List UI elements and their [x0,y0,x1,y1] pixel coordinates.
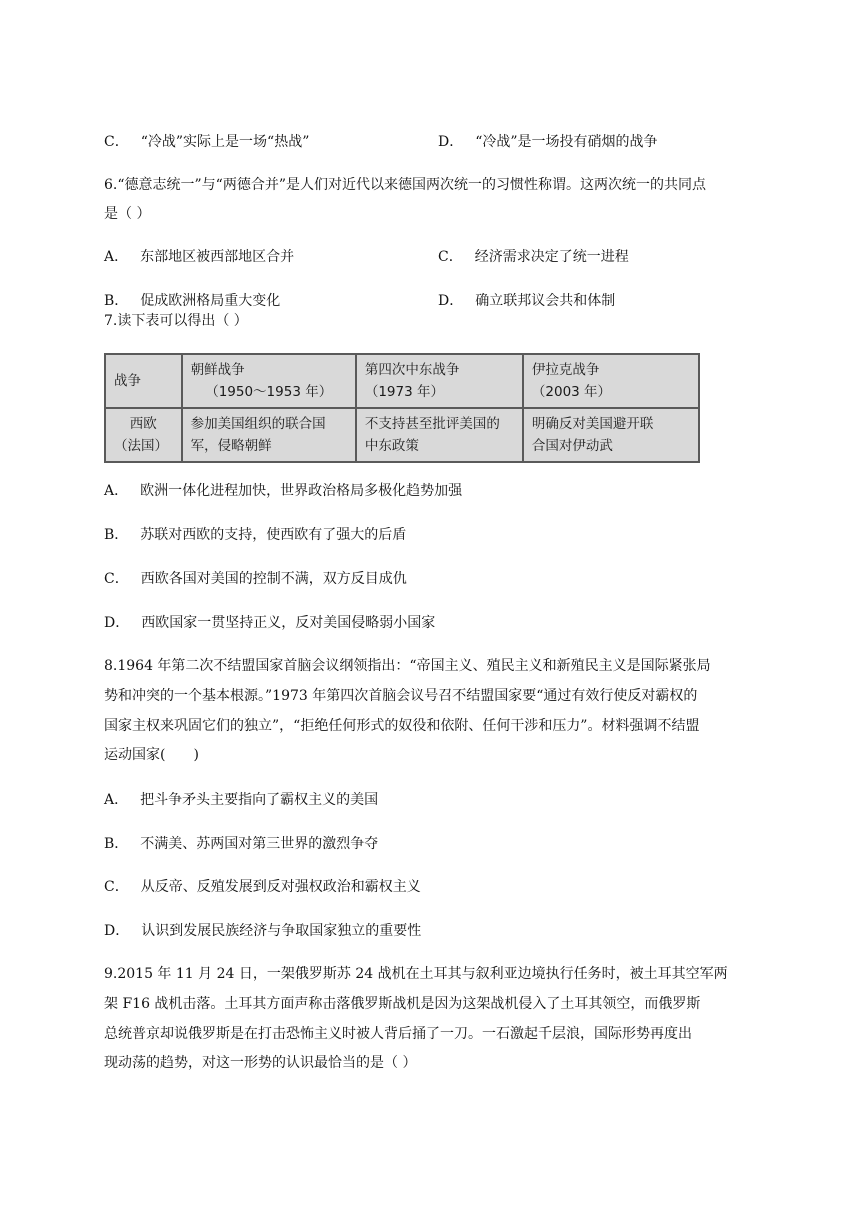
q8-option-a: A． 把斗争矛头主要指向了霸权主义的美国 [104,792,379,808]
q7-option-a: A． 欧洲一体化进程加快，世界政治格局多极化趋势加强 [104,483,463,499]
q8-option-c: C． 从反帝、反殖发展到反对强权政治和霸权主义 [104,879,421,895]
table-header-cell: 第四次中东战争 （1973 年） [356,354,523,408]
q8-stem-line3: 国家主权来巩固它们的独立”，“拒绝任何形式的奴役和依附、任何干涉和压力”。材料强调不结盟 [104,718,700,734]
q6-option-b: B． 促成欧洲格局重大变化 [104,293,281,309]
table-row [105,408,699,462]
q8-option-b: B． 不满美、苏两国对第三世界的激烈争夺 [104,836,379,852]
q9-stem-line4: 现动荡的趋势，对这一形势的认识最恰当的是（ ） [104,1055,417,1071]
q9-stem-line2: 架 F16 战机击落。土耳其方面声称击落俄罗斯战机是因为这架战机侵入了土耳其领空，而俄罗斯 [104,996,701,1012]
q6-option-d: D． 确立联邦议会共和体制 [438,293,616,309]
table-header-cell: 战争 [105,354,182,408]
q6-stem-line2: 是（ ） [104,206,151,222]
q6-option-c: C． 经济需求决定了统一进程 [438,249,629,265]
q7-option-d: D． 西欧国家一贯坚持正义，反对美国侵略弱小国家 [104,615,436,631]
q7-stem: 7.读下表可以得出（ ） [104,313,248,329]
q8-option-d: D． 认识到发展民族经济与争取国家独立的重要性 [104,923,422,939]
q9-stem-line1: 9.2015 年 11 月 24 日，一架俄罗斯苏 24 战机在土耳其与叙利亚边境执行任务时，被土耳其空军两 [104,966,728,982]
q7-table [104,353,700,463]
table-cell: 不支持甚至批评美国的 中东政策 [356,408,523,462]
q8-stem-line2: 势和冲突的一个基本根源。”1973 年第四次首脑会议号召不结盟国家要“通过有效行使反对霸权的 [104,688,698,704]
q5-option-c: C． “冷战”实际上是一场“热战” [104,134,310,150]
q6-option-a: A． 东部地区被西部地区合并 [104,249,295,265]
table-cell: 明确反对美国避开联 合国对伊动武 [523,408,699,462]
q8-stem-line4: 运动国家( ) [104,747,199,763]
q7-option-b: B． 苏联对西欧的支持，使西欧有了强大的后盾 [104,527,407,543]
table-header-cell: 朝鲜战争 （1950～1953 年） [182,354,356,408]
q5-option-d: D． “冷战”是一场投有硝烟的战争 [438,134,658,150]
table-row [105,354,699,408]
table-cell: 参加美国组织的联合国 军，侵略朝鲜 [182,408,356,462]
table-row-label: 西欧 （法国） [105,408,182,462]
q9-stem-line3: 总统普京却说俄罗斯是在打击恐怖主义时被人背后捅了一刀。一石激起千层浪，国际形势再度出 [104,1026,692,1042]
q8-stem-line1: 8.1964 年第二次不结盟国家首脑会议纲领指出：“帝国主义、殖民主义和新殖民主义是国际紧张局 [104,658,711,674]
table-header-cell: 伊拉克战争 （2003 年） [523,354,699,408]
q7-option-c: C． 西欧各国对美国的控制不满，双方反目成仇 [104,571,407,587]
q6-stem-line1: 6.“德意志统一”与“两德合并”是人们对近代以来德国两次统一的习惯性称谓。这两次统一的共同点 [104,177,706,193]
